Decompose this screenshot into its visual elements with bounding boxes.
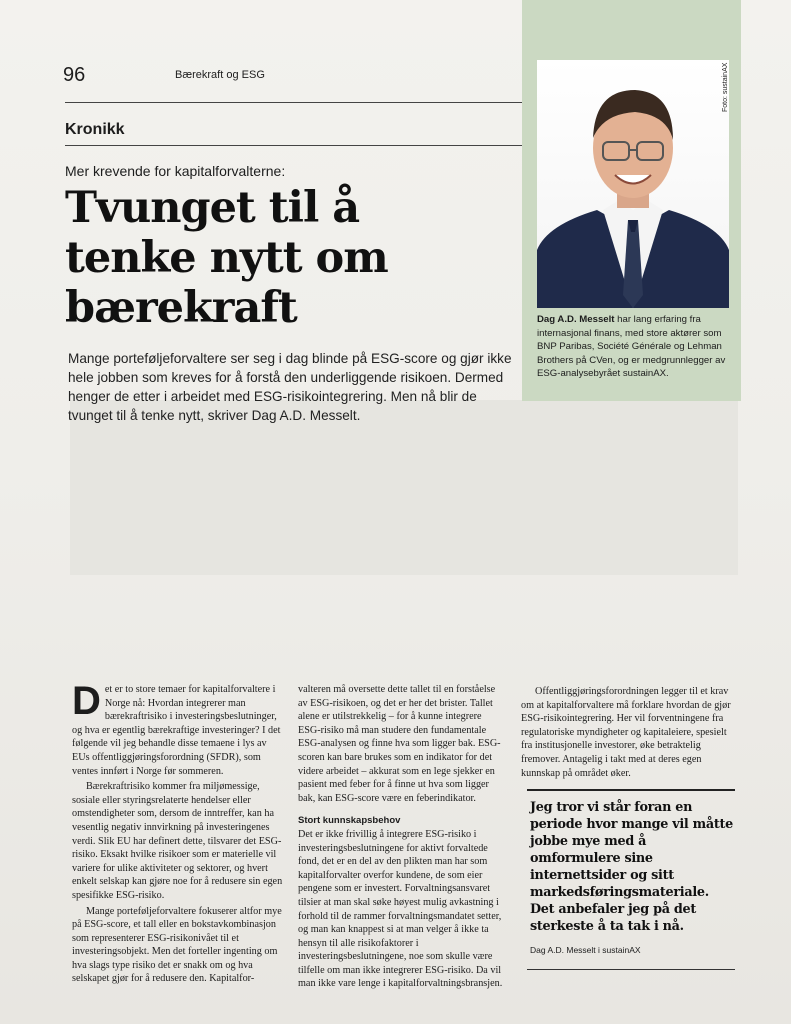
body-paragraph: Offentliggjøringsforordningen legger til et krav om at kapitalforvaltere må forklare hvordan de gjør ESG-risikointegrering. Her vil forventningene fra regulatoriske myndigheter og kapitaleiere, spesielt fra institusjonelle investorer, øke betraktelig fremover. Antagelig i takt med at deres egen kunnskap på området øker. — [521, 686, 731, 779]
title-line: tenke nytt om — [65, 233, 388, 283]
body-paragraph: valteren må oversette dette tallet til en forståelse av ESG-risikoen, og det er her det brister. Tallet alene er utilstrekkelig – for å kunne integrere ESG-risiko må man studere den fundamentale ESG-analysen og finne hva som ligger bak. ESG-scoren kan bare brukes som en indikator for det videre arbeidet – akkurat som en lege sjekker en pasient med feber for å finne ut hva som ligger bak, kan ESG-score være en feberindikator. — [298, 684, 501, 804]
category-rule — [65, 145, 523, 146]
quote-bottom-rule — [527, 969, 735, 970]
title-line: bærekraft — [65, 283, 297, 333]
section-label: Bærekraft og ESG — [175, 69, 265, 81]
photo-caption — [537, 313, 733, 381]
body-paragraph: Det er ikke frivillig å integrere ESG-risiko i investeringsbeslutningene for aktivt forvaltede fond, det er en del av den plikten man har som kapitalforvalter overfor kundene, de som eier pengene som er investert. Forvaltningsansvaret tilsier at man skal søke høyest mulig avkastning i forhold til de rammer forvaltningsmandatet setter, og man kan knappest si at man velger å ikke ta hensyn til alle risikofaktorer i investeringsbeslutningene, noe som skulle være tilfelle om man ikke integrerer ESG-risiko. Da vil man ikke vare lenge i kapitalforvaltningsbransjen. — [298, 828, 503, 990]
body-paragraph: Mange porteføljeforvaltere fokuserer altfor mye på ESG-score, et tall eller en bokstavkombinasjon som representerer ESG-risikonivået til et investeringsobjekt. Men det forteller ingenting om hva slags type risiko det er snakk om og hva selskapet gjør for å redusere den. Kapitalfor- — [72, 905, 282, 985]
body-column-3 — [521, 683, 739, 780]
body-paragraph — [72, 679, 284, 778]
author-portrait — [537, 60, 729, 308]
body-column-2 — [298, 683, 506, 991]
photo-credit: Foto: sustainAX — [722, 62, 729, 112]
article-lead: Mange porteføljeforvaltere ser seg i dag blinde på ESG-score og gjør ikke hele jobben som kreves for å forstå den underliggende risikoen. Dermed henger de etter i arbeidet med ESG-risikointegrering. Men nå blir de tvunget til å tenke nytt, skriver Dag A.D. Messelt. — [68, 351, 512, 423]
portrait-illustration — [537, 60, 729, 308]
title-line: Tvunget til å — [65, 183, 360, 233]
paragraph-text: et er to store temaer for kapitalforvaltere i Norge nå: Hvordan integrerer man bærekraftrisiko i investeringsbeslutninger, og hva er egentlig bærekraftige investeringer? I det følgende vil jeg behandle disse temaene i lys av EUs offentliggjøringsforordning (SFDR), som ventes innført i Norge før sommeren. — [72, 684, 281, 777]
pull-quote: Jeg tror vi står foran en periode hvor mange vil måtte jobbe mye med å omformulere sine internettsider og sitt markedsføringsmateriale. Det anbefaler jeg på det sterkeste å ta tak i nå. — [530, 800, 733, 934]
quote-attribution: Dag A.D. Messelt i sustainAX — [530, 945, 641, 955]
category-label: Kronikk — [65, 121, 125, 138]
body-paragraph: Bærekraftrisiko kommer fra miljømessige, sosiale eller styringsrelaterte hendelser eller omstendigheter som, dersom de inntreffer, kan ha vesentlig negativ innvirkning på investeringenes verdi. Slik EU har definert dette, tilsvarer det ESG-risiko. Eksakt hvilke risikoer som er materielle vil variere for ulike aktiviteter og sektorer, og hvert enkelt selskap kan gjøre noe for å redusere sin egen spesifikke ESG-risiko. — [72, 781, 283, 901]
article-kicker: Mer krevende for kapitalforvalterne: — [65, 163, 286, 179]
background-shade — [70, 400, 738, 575]
quote-top-rule — [527, 789, 735, 791]
article-title — [65, 183, 485, 333]
caption-name: Dag A.D. Messelt — [537, 314, 615, 325]
caption-text: har lang erfaring fra internasjonal finans, med store aktører som BNP Paribas, Société Générale og Lehman Brothers på CVen, og er medgrunnlegger av ESG-analysebyrået sustainAX. — [537, 314, 726, 379]
page-number: 96 — [63, 64, 86, 86]
drop-cap: D — [72, 679, 101, 723]
header-rule — [65, 102, 523, 103]
body-column-1 — [72, 679, 284, 986]
subheading: Stort kunnskapsbehov — [298, 815, 401, 827]
